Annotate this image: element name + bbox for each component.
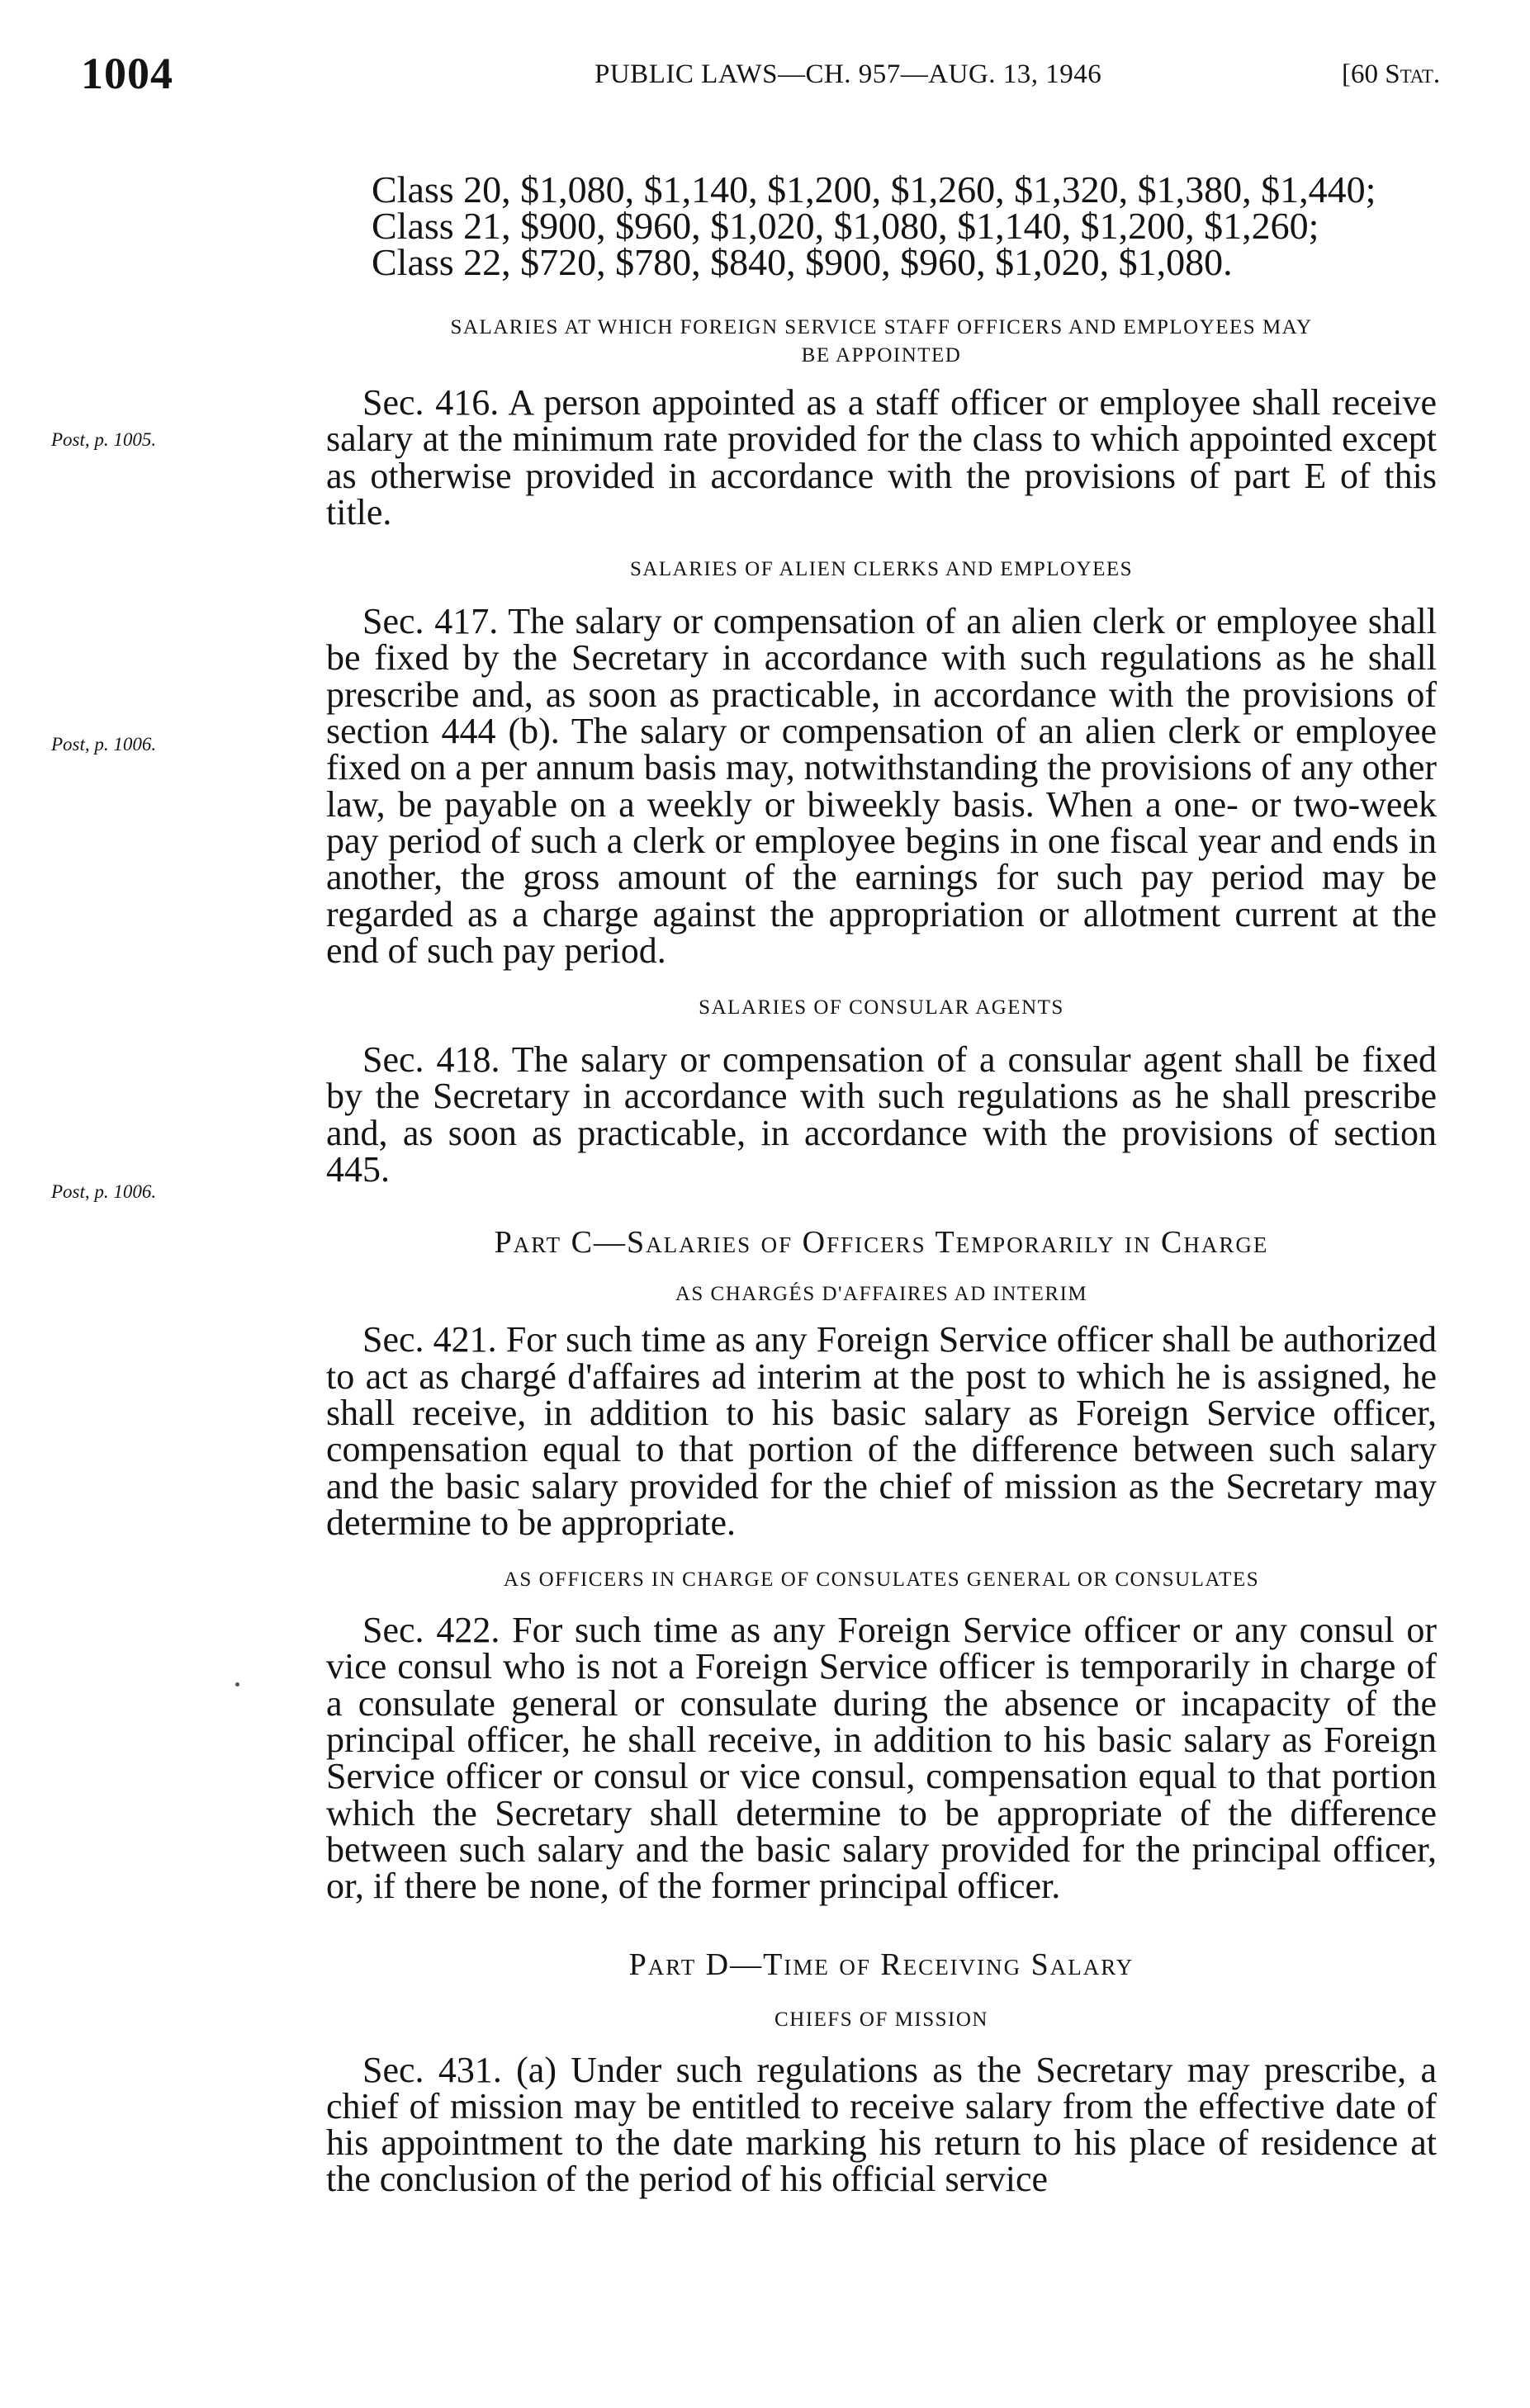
margin-note-s418: Post, p. 1006. bbox=[51, 1181, 157, 1202]
running-head: PUBLIC LAWS—CH. 957—AUG. 13, 1946 bbox=[594, 59, 1102, 89]
heading-sec-417: SALARIES OF ALIEN CLERKS AND EMPLOYEES bbox=[629, 558, 1134, 581]
margin-dot bbox=[235, 1682, 239, 1687]
class-22-line: Class 22, $720, $780, $840, $900, $960, $1,020, $1,080. bbox=[372, 241, 1233, 283]
section-421: Sec. 421. For such time as any Foreign Service officer shall be authorized to act as chargé d'affaires ad interim at the post to which he is assigned, he shall receive, in addition to his basic salary as Foreign Service officer, compensation equal to that portion of the difference between such salary and the basic salary provided for the chief of mission as the Secretary may determine to be appropriate. bbox=[326, 1319, 1437, 1543]
class-20-line: Class 20, $1,080, $1,140, $1,200, $1,260, $1,320, $1,380, $1,440; bbox=[372, 168, 1376, 211]
section-422: Sec. 422. For such time as any Foreign Service officer or any consul or vice consul who is not a Foreign Service officer is temporarily in charge of a consulate general or consulate during the absence or incapacity of the principal officer, he shall receive, in addition to his basic salary as Foreign Service officer or consul or vice consul, compensation equal to that portion which the Secretary shall determine to be appropriate of the difference between such salary and the basic salary provided for the principal officer, or, if there be none, of the former principal officer. bbox=[326, 1610, 1437, 1907]
section-431: Sec. 431. (a) Under such regulations as the Secretary may prescribe, a chief of mission may be entitled to receive salary from the effective date of his appointment to the date marking his return to his place of residence at the conclusion of the period of his official service bbox=[326, 2049, 1437, 2200]
heading-sec-422: AS OFFICERS IN CHARGE OF CONSULATES GENERAL OR CONSULATES bbox=[503, 1568, 1260, 1592]
heading-sec-416-line-1: SALARIES AT WHICH FOREIGN SERVICE STAFF OFFICERS AND EMPLOYEES MAY bbox=[450, 316, 1313, 338]
page-number: 1004 bbox=[81, 49, 173, 98]
heading-sec-418: SALARIES OF CONSULAR AGENTS bbox=[699, 996, 1064, 1019]
section-417: Sec. 417. The salary or compensation of an alien clerk or employee shall be fixed by the Secretary in accordance with such regulations as he shall prescribe and, as soon as practicable, in accordance with the provisions of section 444 (b). The salary or compensation of an alien clerk or employee fixed on a per annum basis may, notwithstanding the provisions of any other law, be payable on a weekly or biweekly basis. When a one- or two-week pay period of such a clerk or employee begins in one fiscal year and ends in another, the gross amount of the earnings for such pay period may be regarded as a charge against the appropriation or allotment current at the end of such pay period. bbox=[326, 601, 1438, 971]
heading-sec-431: CHIEFS OF MISSION bbox=[774, 2008, 988, 2031]
heading-sec-421: AS CHARGÉS D'AFFAIRES AD INTERIM bbox=[675, 1283, 1088, 1306]
heading-sec-416-line-2: BE APPOINTED bbox=[801, 344, 962, 367]
text-column bbox=[326, 168, 1438, 2200]
margin-note-s417: Post, p. 1006. bbox=[51, 734, 157, 755]
section-416: Sec. 416. A person appointed as a staff officer or employee shall receive salary at the minimum rate provided for the class to which appointed except as otherwise provided in accordance with the provisions of part E of this title. bbox=[326, 382, 1437, 532]
part-d-heading: Part D—Time of Receiving Salary bbox=[628, 1947, 1134, 1982]
part-c-heading: Part C—Salaries of Officers Temporarily in Charge bbox=[494, 1225, 1269, 1261]
section-418: Sec. 418. The salary or compensation of a consular agent shall be fixed by the Secretary in accordance with such regulations as he shall prescribe and, as soon as practicable, in accordance with the provisions of section 445. bbox=[326, 1039, 1437, 1190]
statute-reference: [60 Stat. bbox=[1342, 59, 1441, 89]
margin-note-s416: Post, p. 1005. bbox=[51, 429, 157, 450]
class-21-line: Class 21, $900, $960, $1,020, $1,080, $1,140, $1,200, $1,260; bbox=[372, 205, 1319, 247]
